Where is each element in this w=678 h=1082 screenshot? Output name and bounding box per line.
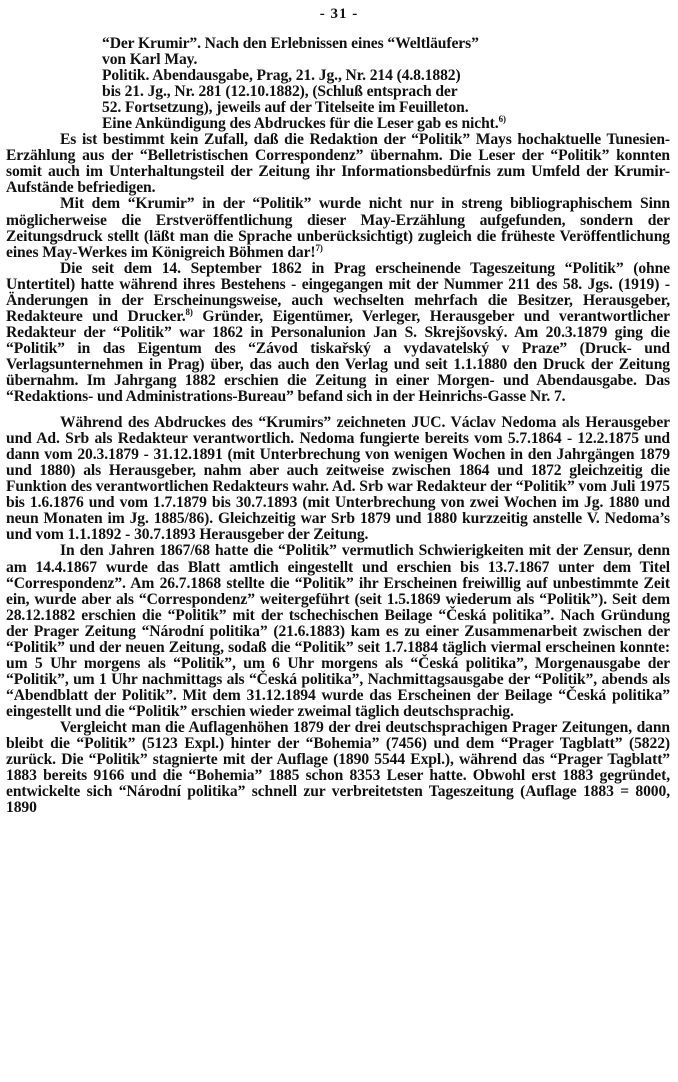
paragraph-text: Die seit dem 14. September 1862 in Prag erscheinende Tageszeitung “Politik” (ohne Untertitel) hatte während ihres Bestehens - eingegangen mit der Nummer 211 des 58. Jgs. (1919) - Änderungen in der Erscheinungsweise, auch wechselten mehrfach die Besitzer, Herausgeber, Redakteure und Drucker. [6,259,670,325]
biblio-line: von Karl May. [102,51,198,69]
biblio-line: bis 21. Jg., Nr. 281 (12.10.1882), (Schluß entsprach der [102,83,458,101]
paragraph-text: Vergleicht man die Auflagenhöhen 1879 der drei deutschsprachigen Prager Zeitungen, dann bleibt die “Politik” (5123 Expl.) hinter der “Bohemia” (7456) und dem “Prager Tagblatt” (5822) zurück. Die “Politik” stagnierte mit der Auflage (1890 5544 Expl.), während das “Prager Tagblatt” 1883 bereits 9166 und die “Bohemia” 1885 schon 8353 Leser hatte. Obwohl erst 1883 gegründet, entwickelte sich “Národní politika” schnell zur verbreitetsten Tageszeitung (Auflage 1883 = 8000, 1890 [6,718,670,817]
page-body [6,36,670,816]
biblio-line: 52. Fortsetzung), jeweils auf der Titelseite im Feuilleton. [102,99,469,117]
paragraph-text: In den Jahren 1867/68 hatte die “Politik” vermutlich Schwierigkeiten mit der Zensur, denn am 14.4.1867 wurde das Blatt amtlich eingestellt und erschien bis 13.7.1867 unter dem Titel “Correspondenz”. Am 26.7.1868 stellte die “Politik” ihr Erscheinen freiwillig auf unbestimmte Zeit ein, wurde aber als “Correspondenz” weitergeführt (seit 1.5.1869 wiederum als “Politik”). Seit dem 28.12.1882 erschien die “Politik” mit der tschechischen Beilage “Česká politika”. Nach Gründung der Prager Zeitung “Národní politika” (21.6.1883) kam es zu einer Zusammenarbeit zwischen der “Politik” und der neuen Zeitung, sodaß die “Politik” seit 1.7.1884 täglich viermal erscheinen konnte: um 5 Uhr morgens als “Politik”, um 6 Uhr morgens als “Česká politika”, Morgenausgabe der “Politik”, um 1 Uhr nachmittags als “Česká politika”, Nachmittagsausgabe der “Politik”, abends als “Abendblatt der Politik”. Mit dem 31.12.1894 wurde das Erscheinen der Beilage “Česká politika” eingestellt und die “Politik” erschien wieder zweimal täglich deutschsprachig. [6,542,670,720]
paragraph [6,261,670,405]
paragraph-text: Mit dem “Krumir” in der “Politik” wurde nicht nur in streng bibliographischem Sinn möglicherweise die Erstveröffentlichung dieser May-Erzählung aufgefunden, sondern der Zeitungsdruck stellt (läßt man die Sprache unberücksichtigt) zugleich die früheste Veröffentlichung eines May-Werkes im Königreich Böhmen dar! [6,195,670,261]
paragraph [6,415,670,543]
paragraph [6,132,670,196]
paragraph-text: Während des Abdruckes des “Krumirs” zeichneten JUC. Václav Nedoma als Herausgeber und Ad. Srb als Redakteur verantwortlich. Nedoma fungierte bereits vom 5.7.1864 - 12.2.1875 und dann vom 20.3.1879 - 31.12.1891 (mit Unterbrechung von wenigen Wochen in den Jahrgängen 1879 und 1880) als Herausgeber, nahm aber auch zeitweise zwischen 1864 und 1872 gleichzeitig die Funktion des verantwortlichen Redakteurs wahr. Ad. Srb war Redakteur der “Politik” vom Juli 1975 bis 1.6.1876 und vom 1.7.1879 bis 30.7.1893 (mit Unterbrechung von zwei Wochen im Jg. 1880 und neun Monaten im Jg. 1885/86). Gleichzeitig war Srb 1879 und 1880 kurzzeitig anstelle V. Nedoma’s und vom 1.1.1892 - 30.7.1893 Herausgeber der Zeitung. [6,414,670,544]
footnote-marker: 7) [315,242,323,253]
bibliographic-entry [102,36,602,132]
biblio-line: Politik. Abendausgabe, Prag, 21. Jg., Nr. 214 (4.8.1882) [102,67,461,85]
biblio-line [102,116,602,132]
footnote-marker: 8) [185,306,193,317]
biblio-line-text: Eine Ankündigung des Abdruckes für die Leser gab es nicht. [102,115,499,133]
paragraph [6,196,670,260]
biblio-line: “Der Krumir”. Nach den Erlebnissen eines “Weltläufers” [102,35,479,52]
footnote-marker: 6) [498,114,506,125]
paragraph [6,720,670,816]
page-number: - 31 - [319,6,359,22]
paragraph-text-continued: Gründer, Eigentümer, Verleger, Herausgeber und verantwortlicher Redakteur der “Politik” war 1862 in Personalunion Jan S. Skrejšovský. Am 20.3.1879 ging die “Politik” in das Eigentum des “Závod tiskařský a vydavatelský v Praze” (Druck- und Verlagsunternehmen in Prag) über, das auch den Verlag und seit 1.1.1880 den Druck der Zeitung übernahm. Im Jahrgang 1882 erschien die Zeitung in einer Morgen- und Abendausgabe. Das “Redaktions- und Administrations-Bureau” befand sich in der Heinrichs-Gasse Nr. 7. [6,307,670,406]
paragraph [6,543,670,720]
paragraph-text: Es ist bestimmt kein Zufall, daß die Redaktion der “Politik” Mays hochaktuelle Tunesien-Erzählung aus der “Belletristischen Correspondenz” übernahm. Die Leser der “Politik” konnten somit auch im Unterhaltungsteil der Zeitung ihr Informationsbedürfnis zum Umfeld der Krumir-Aufstände befriedigen. [6,131,670,197]
